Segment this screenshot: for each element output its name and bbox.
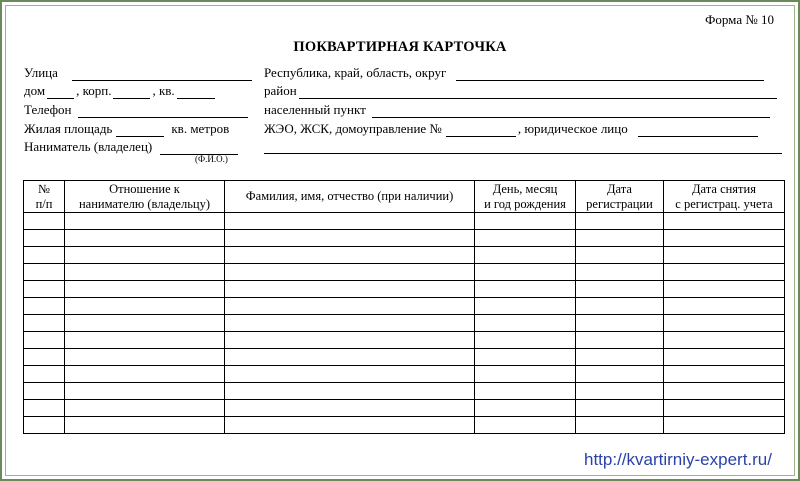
phone-field[interactable] (78, 104, 248, 118)
table-cell[interactable] (664, 332, 785, 349)
legal-entity-field[interactable] (638, 123, 758, 137)
column-header: Фамилия, имя, отчество (при наличии) (225, 181, 475, 213)
table-cell[interactable] (664, 281, 785, 298)
table-row (24, 247, 785, 264)
table-cell[interactable] (225, 247, 475, 264)
table-cell[interactable] (225, 417, 475, 434)
table-row (24, 264, 785, 281)
table-cell[interactable] (475, 213, 576, 230)
house-field[interactable] (47, 85, 74, 99)
street-field[interactable] (72, 67, 252, 81)
street-label: Улица (24, 65, 58, 80)
table-cell[interactable] (24, 315, 65, 332)
form-title: ПОКВАРТИРНАЯ КАРТОЧКА (293, 39, 507, 55)
street-row (24, 65, 254, 81)
table-cell[interactable] (576, 230, 664, 247)
area-row (24, 121, 229, 137)
table-cell[interactable] (664, 366, 785, 383)
table-row (24, 349, 785, 366)
table-cell[interactable] (225, 230, 475, 247)
table-header (24, 181, 785, 213)
table-cell[interactable] (475, 315, 576, 332)
table-cell[interactable] (664, 213, 785, 230)
table-row (24, 383, 785, 400)
table-cell[interactable] (664, 298, 785, 315)
table-cell[interactable] (576, 281, 664, 298)
management-row (264, 121, 760, 137)
table-row (24, 230, 785, 247)
management-label: ЖЭО, ЖСК, домоуправление № (264, 121, 442, 136)
extra-line-row (264, 140, 782, 154)
locality-field[interactable] (372, 104, 770, 118)
table-cell[interactable] (24, 281, 65, 298)
tenant-field[interactable] (160, 141, 238, 155)
table-cell[interactable] (576, 349, 664, 366)
address-row (24, 83, 217, 99)
column-header: Дата регистрации (576, 181, 664, 213)
table-cell[interactable] (65, 349, 225, 366)
legal-entity-label: , юридическое лицо (517, 121, 628, 136)
table-cell[interactable] (576, 366, 664, 383)
table-cell[interactable] (475, 298, 576, 315)
table-cell[interactable] (664, 247, 785, 264)
region-row (264, 65, 766, 81)
table-cell[interactable] (24, 417, 65, 434)
table-cell[interactable] (576, 383, 664, 400)
table-cell[interactable] (65, 417, 225, 434)
table-cell[interactable] (65, 315, 225, 332)
table-row (24, 213, 785, 230)
table-cell[interactable] (664, 264, 785, 281)
table-cell[interactable] (24, 247, 65, 264)
table-cell[interactable] (664, 315, 785, 332)
table-cell[interactable] (475, 400, 576, 417)
table-cell[interactable] (65, 264, 225, 281)
table-cell[interactable] (65, 213, 225, 230)
table-cell[interactable] (664, 349, 785, 366)
table-cell[interactable] (65, 332, 225, 349)
tenant-label: Наниматель (владелец) (24, 139, 153, 154)
table-cell[interactable] (576, 213, 664, 230)
district-row (264, 83, 779, 99)
table-cell[interactable] (576, 417, 664, 434)
table-cell[interactable] (65, 298, 225, 315)
table-row (24, 400, 785, 417)
table-row (24, 366, 785, 383)
table-cell[interactable] (24, 366, 65, 383)
table-cell[interactable] (24, 264, 65, 281)
column-header: День, месяц и год рождения (475, 181, 576, 213)
table-cell[interactable] (475, 264, 576, 281)
column-header: Дата снятия с регистрац. учета (664, 181, 785, 213)
table-cell[interactable] (475, 349, 576, 366)
living-area-label: Жилая площадь (24, 121, 113, 136)
table-row (24, 332, 785, 349)
table-cell[interactable] (225, 383, 475, 400)
living-area-field[interactable] (116, 123, 164, 137)
table-cell[interactable] (24, 400, 65, 417)
table-cell[interactable] (65, 247, 225, 264)
table-cell[interactable] (225, 213, 475, 230)
column-header: № п/п (24, 181, 65, 213)
table-cell[interactable] (576, 298, 664, 315)
table-cell[interactable] (24, 230, 65, 247)
table-cell[interactable] (576, 332, 664, 349)
form-number: Форма № 10 (705, 12, 774, 27)
table-row (24, 417, 785, 434)
extra-field[interactable] (264, 140, 782, 154)
table-row (24, 298, 785, 315)
phone-label: Телефон (24, 102, 72, 117)
table-cell[interactable] (475, 417, 576, 434)
table-cell[interactable] (225, 349, 475, 366)
table-cell[interactable] (475, 366, 576, 383)
table-cell[interactable] (65, 383, 225, 400)
region-label: Республика, край, область, округ (264, 65, 447, 80)
table-cell[interactable] (225, 400, 475, 417)
table-cell[interactable] (576, 264, 664, 281)
table-cell[interactable] (225, 264, 475, 281)
table-cell[interactable] (225, 281, 475, 298)
district-label: район (264, 83, 297, 98)
apartment-label: , кв. (152, 83, 175, 98)
table-cell[interactable] (225, 332, 475, 349)
table-row (24, 281, 785, 298)
table-cell[interactable] (24, 383, 65, 400)
building-field[interactable] (113, 85, 150, 99)
table-cell[interactable] (664, 383, 785, 400)
region-field[interactable] (456, 67, 764, 81)
locality-label: населенный пункт (264, 102, 366, 117)
table-cell[interactable] (24, 298, 65, 315)
table-row (24, 315, 785, 332)
table-cell[interactable] (475, 281, 576, 298)
table-cell[interactable] (65, 230, 225, 247)
watermark-url: http://kvartirniy-expert.ru/ (583, 450, 772, 469)
table-cell[interactable] (24, 349, 65, 366)
table-cell[interactable] (576, 400, 664, 417)
locality-row (264, 102, 772, 118)
table-cell[interactable] (24, 332, 65, 349)
table-cell[interactable] (65, 366, 225, 383)
table-cell[interactable] (475, 383, 576, 400)
table-cell[interactable] (65, 281, 225, 298)
table-cell[interactable] (65, 400, 225, 417)
phone-row (24, 102, 250, 118)
table-cell[interactable] (225, 298, 475, 315)
table-cell[interactable] (475, 230, 576, 247)
tenant-row (24, 139, 240, 155)
table-cell[interactable] (475, 332, 576, 349)
table-cell[interactable] (576, 315, 664, 332)
management-number-field[interactable] (446, 123, 516, 137)
table-cell[interactable] (225, 315, 475, 332)
district-field[interactable] (299, 85, 777, 99)
table-cell[interactable] (225, 366, 475, 383)
fio-note: (Ф.И.О.) (195, 154, 228, 164)
sq-meters-label: кв. метров (171, 121, 230, 136)
building-label: , корп. (76, 83, 112, 98)
table-cell[interactable] (24, 213, 65, 230)
residents-table (23, 180, 785, 434)
table-cell[interactable] (664, 230, 785, 247)
column-header: Отношение к нанимателю (владельцу) (65, 181, 225, 213)
table-cell[interactable] (664, 417, 785, 434)
table-cell[interactable] (664, 400, 785, 417)
house-label: дом (24, 83, 46, 98)
apartment-field[interactable] (177, 85, 215, 99)
table-cell[interactable] (576, 247, 664, 264)
table-cell[interactable] (475, 247, 576, 264)
